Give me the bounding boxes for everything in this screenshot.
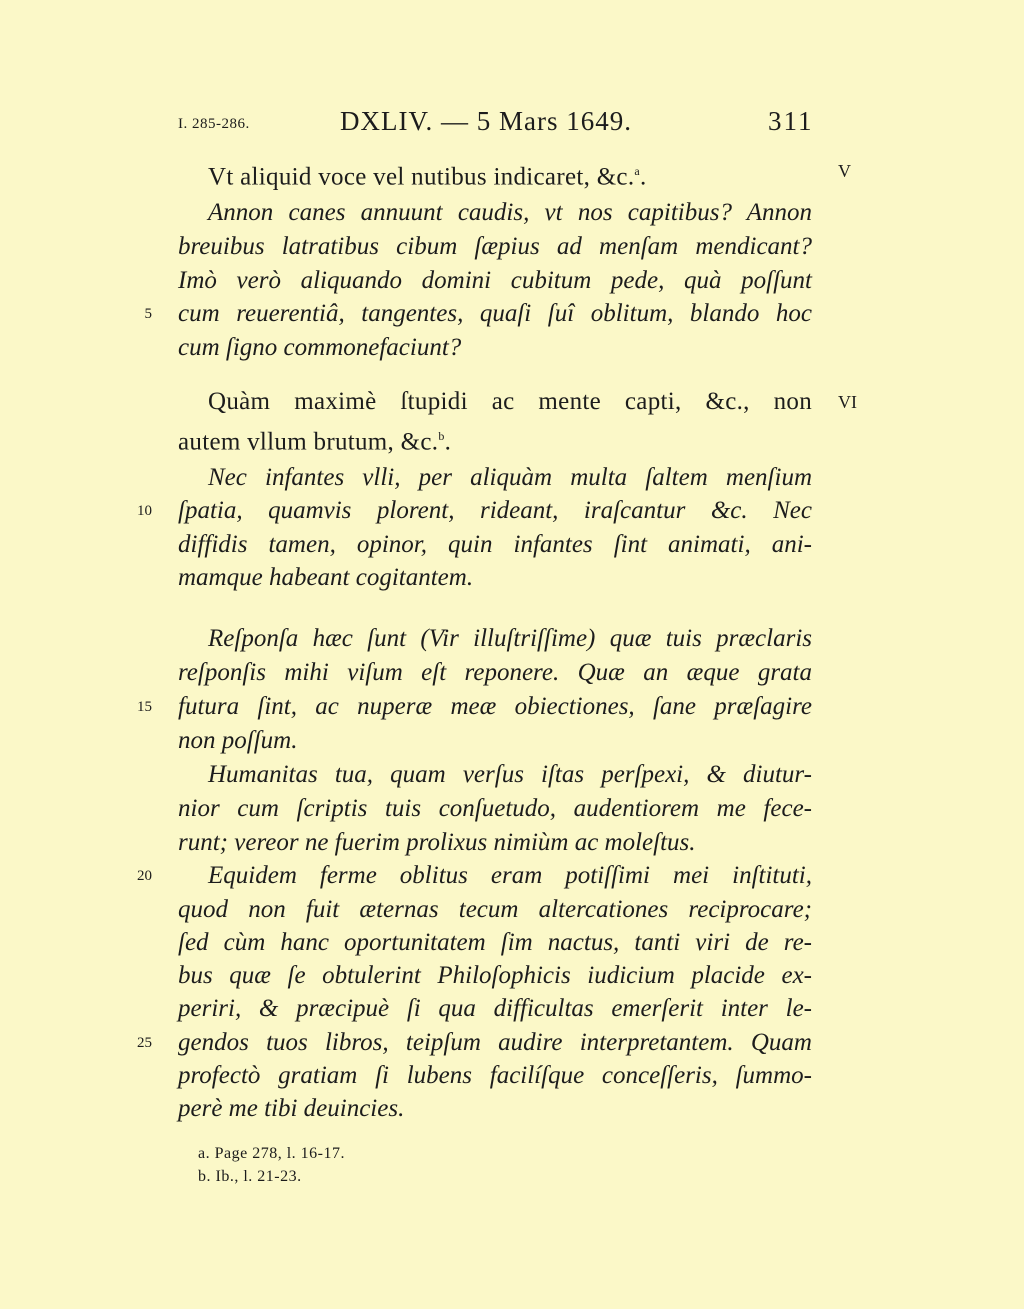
text-line: cum reuerentiâ, tangentes, quaſi ſuî oblitum, blando hoc xyxy=(178,300,812,327)
text-line: quod non fuit æternas tecum altercationes reciprocare; xyxy=(178,896,812,923)
text-line: Vt aliquid voce vel nutibus indicaret, &c.$^a$. xyxy=(208,163,647,191)
text-line: diffidis tamen, opinor, quin infantes ſint animati, ani- xyxy=(178,531,812,558)
text-line: mamque habeant cogitantem. xyxy=(178,564,474,591)
text-line: Annon canes annuunt caudis, vt nos capitibus? Annon xyxy=(208,199,812,226)
text-line: nior cum ſcriptis tuis conſuetudo, audentiorem me fece- xyxy=(178,795,812,822)
header-title: DXLIV. — 5 Mars 1649. xyxy=(340,106,632,136)
footnote xyxy=(198,1143,345,1165)
text-line: autem vllum brutum, &c.$^b$. xyxy=(178,428,452,456)
text-line: bus quæ ſe obtulerint Philoſophicis iudicium placide ex- xyxy=(178,962,812,989)
line-number: 10 xyxy=(137,503,152,519)
header-reference: I. 285-286. xyxy=(178,116,250,132)
running-header xyxy=(0,104,1024,144)
footnote-text: Ib., l. 21-23. xyxy=(215,1168,302,1185)
footnote xyxy=(198,1166,302,1188)
margin-note: VI xyxy=(838,392,857,412)
text-line: ſed cùm hanc oportunitatem ſim nactus, tanti viri de re- xyxy=(178,929,812,956)
text-line: periri, & præcipuè ſi qua difficultas emerſerit inter le- xyxy=(178,995,812,1022)
text-line: Nec infantes vlli, per aliquàm multa ſaltem menſium xyxy=(208,464,812,491)
text-line: ſpatia, quamvis plorent, rideant, iraſcantur &c. Nec xyxy=(178,497,812,524)
text-line: runt; vereor ne fuerim prolixus nimiùm ac moleſtus. xyxy=(178,829,696,856)
text-line: cum ſigno commonefaciunt? xyxy=(178,334,462,361)
text-line: breuibus latratibus cibum ſæpius ad menſam mendicant? xyxy=(178,233,812,260)
footnote-label: a. xyxy=(198,1145,211,1162)
footnote-label: b. xyxy=(198,1168,211,1185)
text-line: non poſſum. xyxy=(178,727,298,754)
line-number: 15 xyxy=(137,699,152,715)
footnote-mark: a xyxy=(634,164,641,178)
text-line: Humanitas tua, quam verſus iſtas perſpexi, & diutur- xyxy=(208,761,812,788)
line-number: 25 xyxy=(137,1035,152,1051)
margin-note: V xyxy=(838,161,851,181)
text-line: Equidem ferme oblitus eram potiſſimi mei inſtituti, xyxy=(208,862,812,889)
text-line: reſponſis mihi viſum eſt reponere. Quæ an æque grata xyxy=(178,659,812,686)
footnote-mark: b xyxy=(438,429,445,443)
text-line: profectò gratiam ſi lubens facilíſque conceſſeris, ſummo- xyxy=(178,1062,812,1089)
page-number: 311 xyxy=(768,106,814,136)
text-line: futura ſint, ac nuperæ meæ obiectiones, ſane præſagire xyxy=(178,693,812,720)
line-number: 20 xyxy=(137,868,152,884)
line-number: 5 xyxy=(144,306,152,322)
footnote-text: Page 278, l. 16-17. xyxy=(214,1145,345,1162)
text-line: Imò verò aliquando domini cubitum pede, quà poſſunt xyxy=(178,267,812,294)
text-line: Quàm maximè ſtupidi ac mente capti, &c., non xyxy=(208,388,812,415)
text-line: Reſponſa hæc ſunt (Vir illuſtriſſime) quæ tuis præclaris xyxy=(208,625,812,652)
text-line: perè me tibi deuincies. xyxy=(178,1095,405,1122)
text-line: gendos tuos libros, teipſum audire interpretantem. Quam xyxy=(178,1029,812,1056)
